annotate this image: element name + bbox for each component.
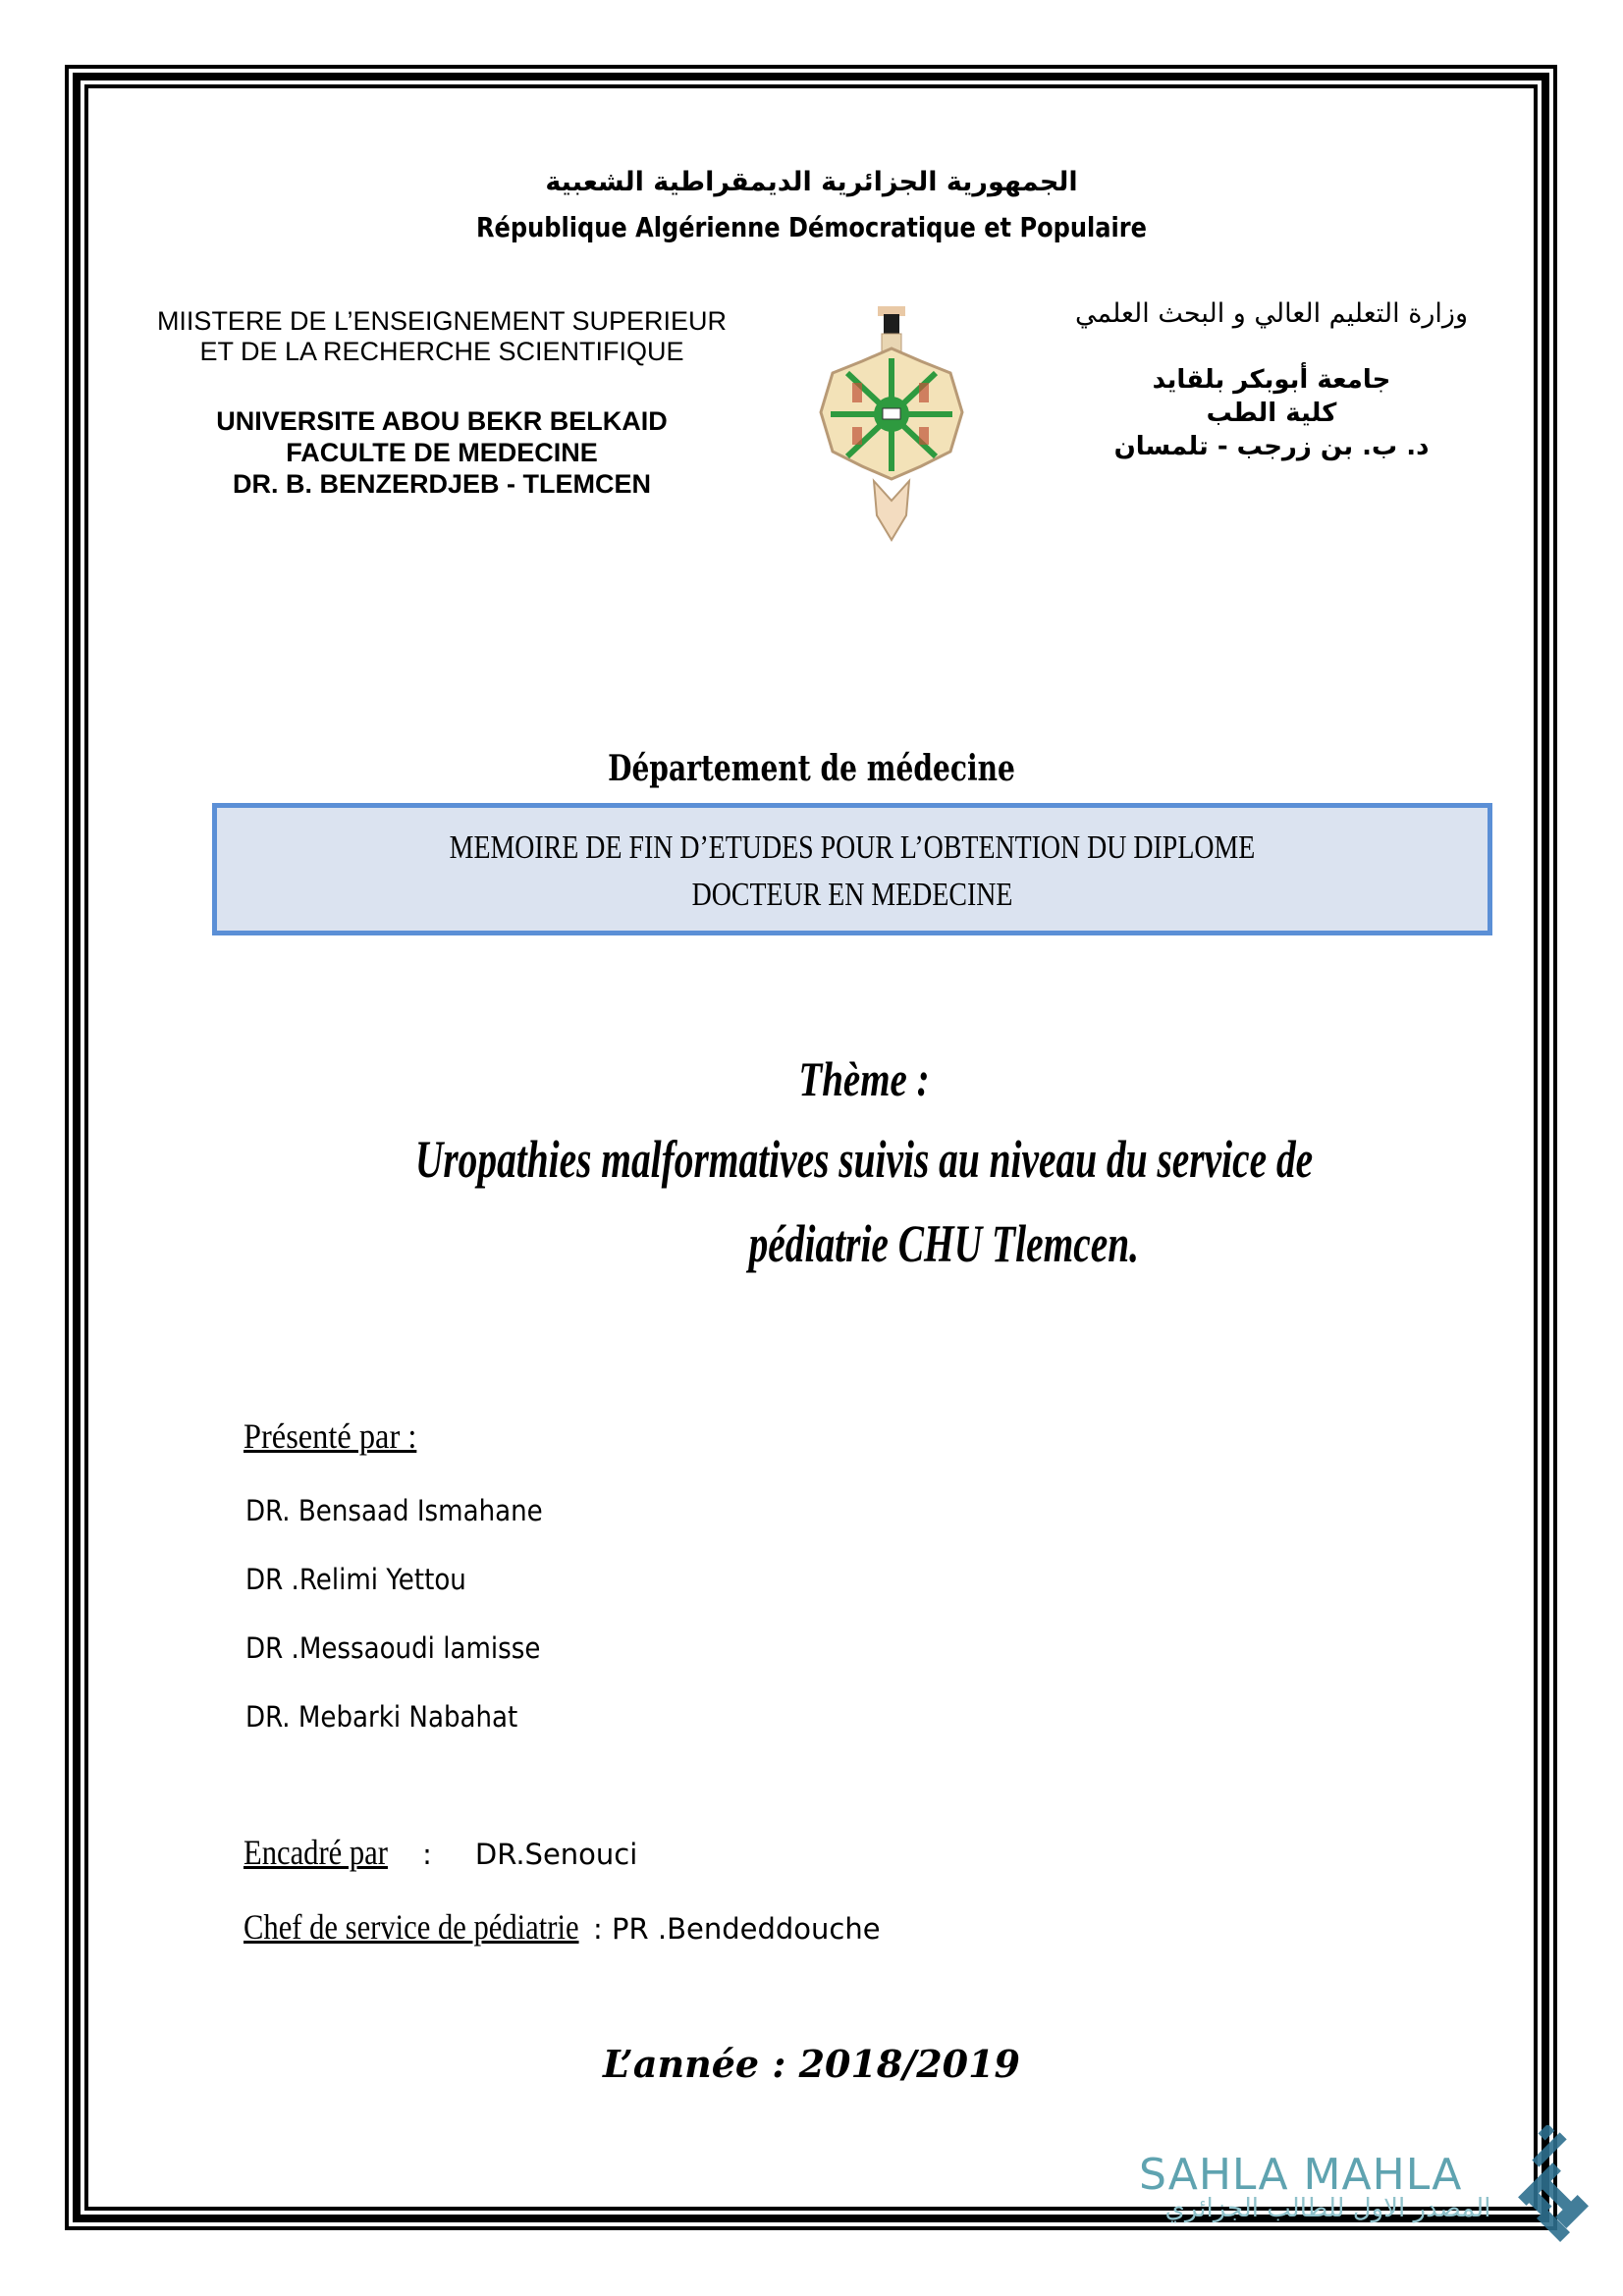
presenter-name: DR. Mebarki Nabahat — [245, 1700, 518, 1734]
arabic-university-block — [1051, 363, 1492, 463]
academic-year: L’année : 2018/2019 — [603, 2042, 1020, 2086]
university-emblem-icon — [813, 304, 970, 545]
university-name — [103, 405, 781, 500]
presenter-name: DR .Messaoudi lamisse — [245, 1631, 541, 1665]
faculty-line: FACULTE DE MEDECINE — [286, 438, 598, 467]
head-of-service-name: PR .Bendeddouche — [612, 1912, 881, 1946]
theme-label: Thème : — [798, 1051, 930, 1106]
theme-title-line-2: pédiatrie CHU Tlemcen. — [748, 1214, 1139, 1273]
presented-by-label: Présenté par : — [243, 1416, 417, 1456]
arabic-location-line: د. ب. بن زرجب - تلمسان — [1113, 432, 1430, 461]
watermark-subtitle: المصدر الاول للطالب الجزائري — [1164, 2194, 1491, 2223]
supervisor-label: Encadré par — [243, 1833, 388, 1872]
institution-block-french — [103, 306, 781, 500]
diploma-line-2: DOCTEUR EN MEDECINE — [691, 877, 1013, 913]
watermark — [1139, 2150, 1517, 2223]
arabic-faculty-line: كلية الطب — [1206, 399, 1337, 428]
department-title: Département de médecine — [608, 748, 1015, 789]
supervisor-name: DR.Senouci — [474, 1838, 638, 1871]
watermark-title: SAHLA MAHLA — [1139, 2150, 1463, 2200]
location-line: DR. B. BENZERDJEB - TLEMCEN — [232, 469, 651, 499]
french-republic-title: République Algérienne Démocratique et Populaire — [475, 211, 1147, 243]
supervisor-separator: : — [412, 1838, 432, 1871]
diploma-title-box — [212, 803, 1492, 935]
arabic-ministry-line: وزارة التعليم العالي و البحث العلمي — [1074, 298, 1468, 329]
supervisor-row — [243, 1832, 637, 1873]
diploma-line-1: MEMOIRE DE FIN D’ETUDES POUR L’OBTENTION DU DIPLOME — [449, 829, 1256, 866]
presenter-name: DR .Relimi Yettou — [245, 1563, 466, 1596]
theme-title-line-1: Uropathies malformatives suivis au niveau du service de — [414, 1130, 1314, 1189]
university-line: UNIVERSITE ABOU BEKR BELKAID — [216, 406, 668, 436]
head-of-service-label: Chef de service de pédiatrie — [243, 1907, 579, 1947]
sahla-mahla-calligraphy-icon — [1512, 2125, 1596, 2253]
head-of-service-separator: : — [583, 1912, 613, 1946]
ministry-line-1: MIISTERE DE L’ENSEIGNEMENT SUPERIEUR — [156, 306, 728, 336]
arabic-university-line: جامعة أبوبكر بلقايد — [1152, 365, 1391, 395]
head-of-service-row — [243, 1906, 881, 1948]
ministry-line-2: ET DE LA RECHERCHE SCIENTIFIQUE — [199, 337, 684, 366]
arabic-republic-title: الجمهورية الجزائرية الديمقراطية الشعبية — [545, 167, 1078, 197]
presenter-name: DR. Bensaad Ismahane — [245, 1494, 543, 1527]
institution-block-arabic — [1051, 294, 1492, 463]
